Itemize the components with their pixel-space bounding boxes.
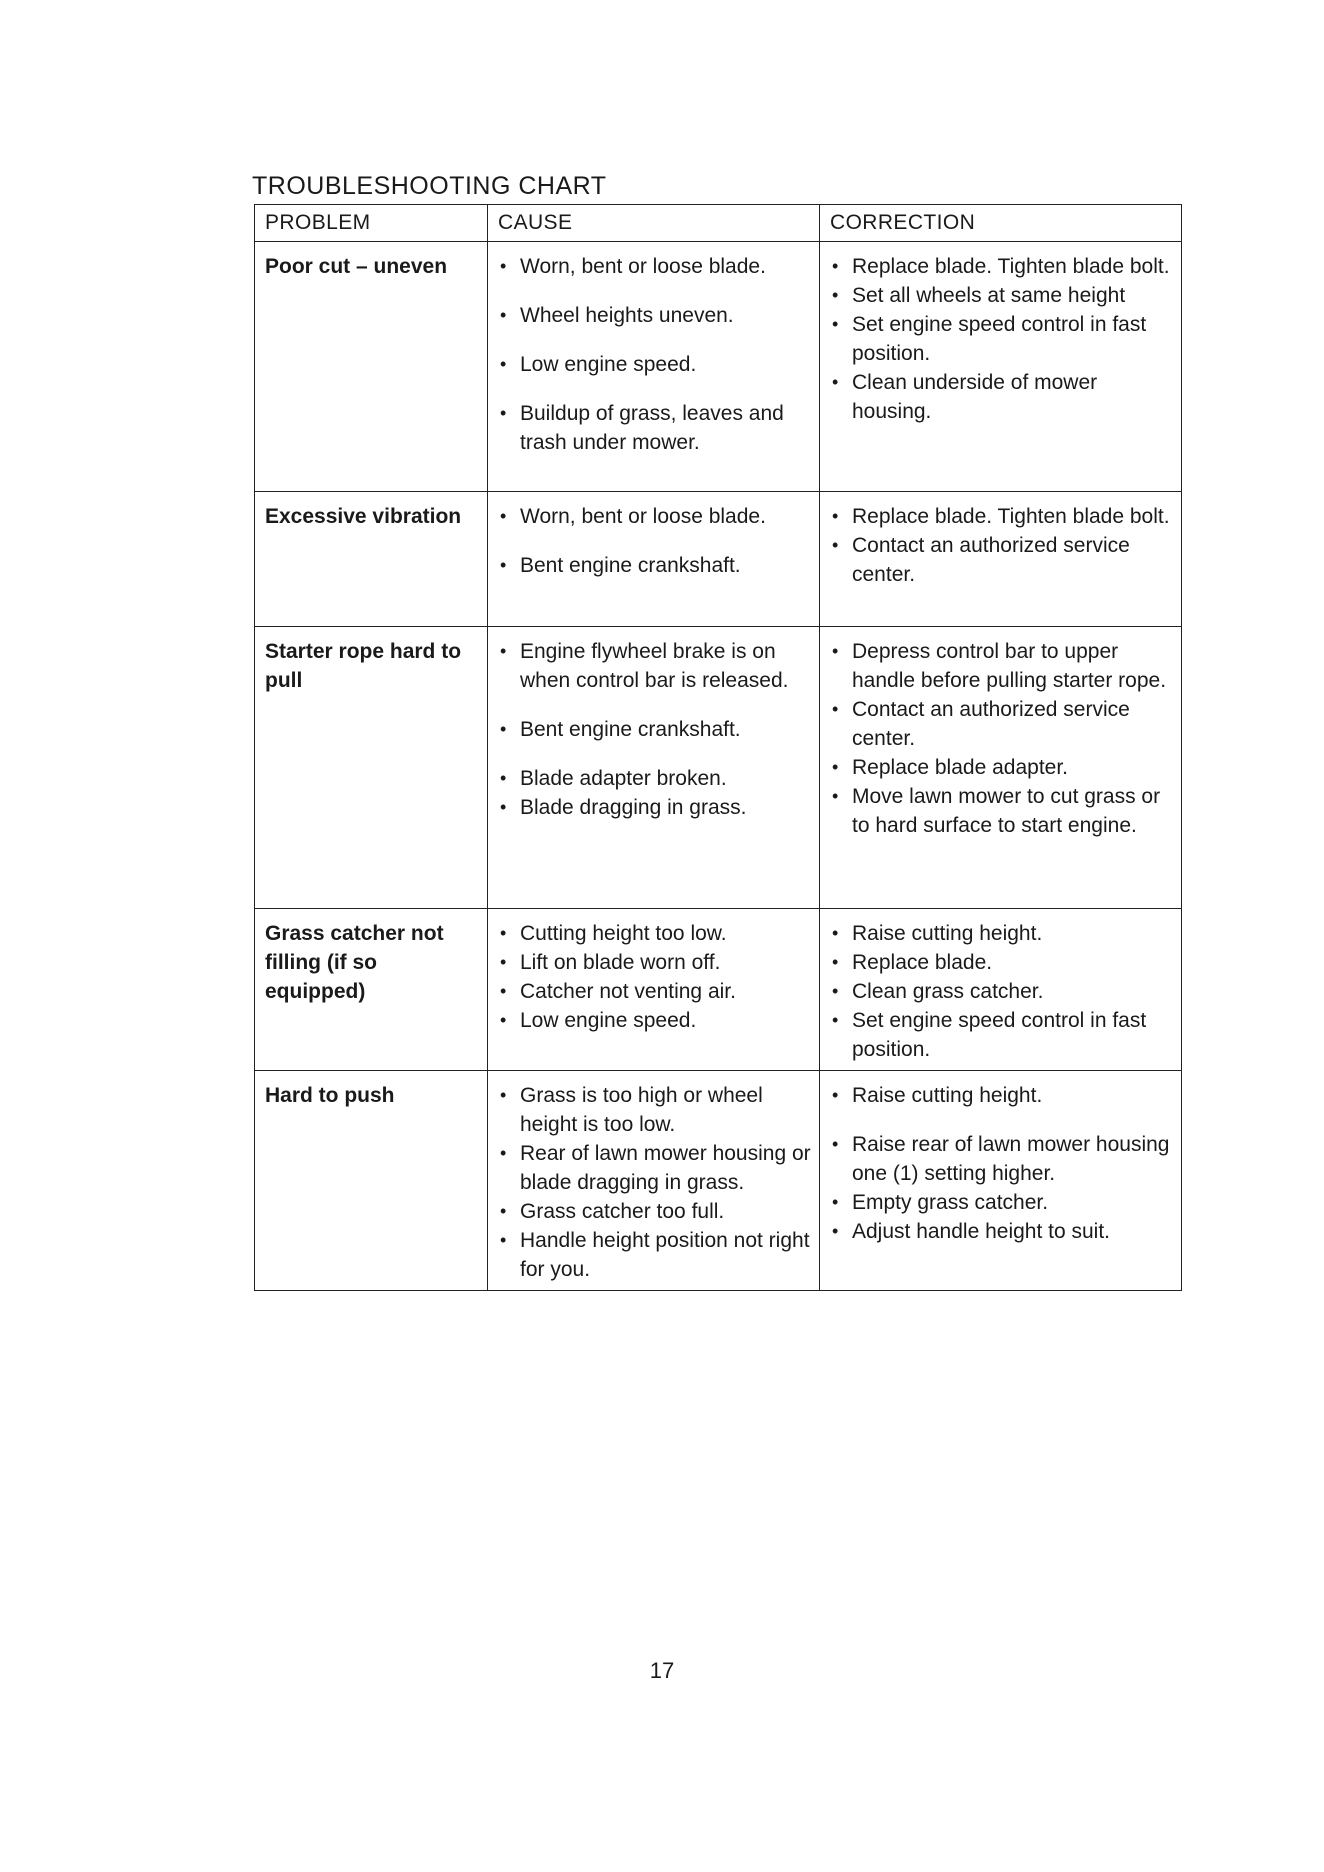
correction-text: Replace blade. bbox=[852, 951, 993, 974]
cause-text: Wheel heights uneven. bbox=[520, 304, 734, 327]
bullet-icon: • bbox=[500, 555, 507, 575]
table-header-row bbox=[255, 205, 1182, 242]
bullet-icon: • bbox=[500, 1143, 507, 1163]
correction-item bbox=[832, 919, 1173, 948]
correction-text: Contact an authorized service center. bbox=[852, 698, 1130, 750]
bullet-icon: • bbox=[500, 506, 507, 526]
correction-cell bbox=[820, 1071, 1182, 1291]
cause-item bbox=[500, 399, 811, 457]
cause-text: Cutting height too low. bbox=[520, 922, 727, 945]
bullet-icon: • bbox=[500, 1010, 507, 1030]
correction-item bbox=[832, 695, 1173, 753]
table-row bbox=[255, 909, 1182, 1071]
correction-item bbox=[832, 1081, 1173, 1110]
bullet-icon: • bbox=[832, 757, 839, 777]
correction-item bbox=[832, 310, 1173, 368]
table-row bbox=[255, 1071, 1182, 1291]
correction-cell bbox=[820, 492, 1182, 627]
correction-text: Replace blade. Tighten blade bolt. bbox=[852, 505, 1170, 528]
bullet-icon: • bbox=[500, 256, 507, 276]
bullet-icon: • bbox=[500, 719, 507, 739]
cause-cell bbox=[488, 492, 820, 627]
cause-item bbox=[500, 1081, 811, 1139]
bullet-icon: • bbox=[832, 786, 839, 806]
correction-item bbox=[832, 753, 1173, 782]
cause-list bbox=[488, 502, 819, 586]
cause-text: Blade dragging in grass. bbox=[520, 796, 747, 819]
correction-list bbox=[820, 1081, 1181, 1252]
cause-item bbox=[500, 301, 811, 330]
cause-item bbox=[500, 919, 811, 948]
cause-text: Buildup of grass, leaves and trash under mower. bbox=[520, 402, 784, 454]
cause-text: Low engine speed. bbox=[520, 1009, 697, 1032]
correction-item bbox=[832, 637, 1173, 695]
table-body bbox=[255, 242, 1182, 1291]
cause-text: Low engine speed. bbox=[520, 353, 697, 376]
bullet-icon: • bbox=[832, 372, 839, 392]
bullet-icon: • bbox=[832, 535, 839, 555]
correction-item bbox=[832, 368, 1173, 426]
bullet-icon: • bbox=[500, 1230, 507, 1250]
correction-list bbox=[820, 252, 1181, 432]
bullet-icon: • bbox=[832, 506, 839, 526]
bullet-icon: • bbox=[832, 641, 839, 661]
cause-cell bbox=[488, 1071, 820, 1291]
bullet-icon: • bbox=[832, 981, 839, 1001]
bullet-icon: • bbox=[832, 699, 839, 719]
bullet-icon: • bbox=[500, 1201, 507, 1221]
cause-text: Worn, bent or loose blade. bbox=[520, 255, 766, 278]
correction-item bbox=[832, 252, 1173, 281]
bullet-icon: • bbox=[832, 285, 839, 305]
table-row bbox=[255, 492, 1182, 627]
cause-list bbox=[488, 252, 819, 463]
correction-list bbox=[820, 919, 1181, 1070]
bullet-icon: • bbox=[500, 641, 507, 661]
header-cause: CAUSE bbox=[488, 205, 820, 242]
problem-cell: Hard to push bbox=[255, 1071, 488, 1291]
cause-text: Rear of lawn mower housing or blade dragging in grass. bbox=[520, 1142, 811, 1194]
bullet-icon: • bbox=[832, 952, 839, 972]
bullet-icon: • bbox=[832, 1221, 839, 1241]
correction-cell bbox=[820, 242, 1182, 492]
correction-text: Clean underside of mower housing. bbox=[852, 371, 1098, 423]
chart-title: TROUBLESHOOTING CHART bbox=[252, 172, 607, 200]
correction-text: Set engine speed control in fast position. bbox=[852, 313, 1147, 365]
cause-text: Lift on blade worn off. bbox=[520, 951, 721, 974]
correction-text: Depress control bar to upper handle before pulling starter rope. bbox=[852, 640, 1167, 692]
bullet-icon: • bbox=[832, 256, 839, 276]
table-row bbox=[255, 627, 1182, 909]
bullet-icon: • bbox=[500, 797, 507, 817]
correction-text: Replace blade. Tighten blade bolt. bbox=[852, 255, 1170, 278]
correction-list bbox=[820, 502, 1181, 595]
bullet-icon: • bbox=[500, 1085, 507, 1105]
cause-item bbox=[500, 1006, 811, 1035]
bullet-icon: • bbox=[500, 403, 507, 423]
header-correction: CORRECTION bbox=[820, 205, 1182, 242]
correction-item bbox=[832, 948, 1173, 977]
cause-list bbox=[488, 919, 819, 1041]
correction-item bbox=[832, 1130, 1173, 1188]
correction-text: Replace blade adapter. bbox=[852, 756, 1068, 779]
problem-cell: Grass catcher not filling (if so equipped) bbox=[255, 909, 488, 1071]
correction-text: Raise rear of lawn mower housing one (1) setting higher. bbox=[852, 1133, 1170, 1185]
cause-text: Blade adapter broken. bbox=[520, 767, 727, 790]
cause-text: Grass catcher too full. bbox=[520, 1200, 725, 1223]
cause-cell bbox=[488, 627, 820, 909]
correction-cell bbox=[820, 627, 1182, 909]
cause-item bbox=[500, 948, 811, 977]
correction-item bbox=[832, 531, 1173, 589]
correction-text: Set all wheels at same height bbox=[852, 284, 1126, 307]
page-number: 17 bbox=[649, 1658, 675, 1683]
bullet-icon: • bbox=[500, 923, 507, 943]
cause-list bbox=[488, 637, 819, 828]
problem-cell: Starter rope hard to pull bbox=[255, 627, 488, 909]
bullet-icon: • bbox=[500, 981, 507, 1001]
cause-item bbox=[500, 551, 811, 580]
correction-cell bbox=[820, 909, 1182, 1071]
cause-item bbox=[500, 1226, 811, 1284]
correction-text: Set engine speed control in fast position. bbox=[852, 1009, 1147, 1061]
bullet-icon: • bbox=[832, 1010, 839, 1030]
correction-text: Adjust handle height to suit. bbox=[852, 1220, 1111, 1243]
correction-text: Move lawn mower to cut grass or to hard surface to start engine. bbox=[852, 785, 1161, 837]
bullet-icon: • bbox=[832, 314, 839, 334]
correction-item bbox=[832, 1006, 1173, 1064]
cause-text: Worn, bent or loose blade. bbox=[520, 505, 766, 528]
correction-text: Contact an authorized service center. bbox=[852, 534, 1130, 586]
bullet-icon: • bbox=[500, 768, 507, 788]
cause-item bbox=[500, 793, 811, 822]
bullet-icon: • bbox=[832, 923, 839, 943]
correction-item bbox=[832, 1188, 1173, 1217]
cause-cell bbox=[488, 242, 820, 492]
bullet-icon: • bbox=[500, 354, 507, 374]
correction-item bbox=[832, 1217, 1173, 1246]
correction-item bbox=[832, 782, 1173, 840]
bullet-icon: • bbox=[832, 1134, 839, 1154]
problem-cell: Poor cut – uneven bbox=[255, 242, 488, 492]
bullet-icon: • bbox=[500, 952, 507, 972]
header-problem: PROBLEM bbox=[255, 205, 488, 242]
cause-item bbox=[500, 1197, 811, 1226]
correction-text: Raise cutting height. bbox=[852, 922, 1043, 945]
cause-item bbox=[500, 764, 811, 793]
cause-text: Catcher not venting air. bbox=[520, 980, 736, 1003]
bullet-icon: • bbox=[832, 1085, 839, 1105]
bullet-icon: • bbox=[500, 305, 507, 325]
cause-text: Grass is too high or wheel height is too low. bbox=[520, 1084, 763, 1136]
correction-item bbox=[832, 977, 1173, 1006]
cause-item bbox=[500, 1139, 811, 1197]
bullet-icon: • bbox=[832, 1192, 839, 1212]
correction-text: Clean grass catcher. bbox=[852, 980, 1044, 1003]
cause-cell bbox=[488, 909, 820, 1071]
cause-text: Bent engine crankshaft. bbox=[520, 554, 741, 577]
correction-text: Empty grass catcher. bbox=[852, 1191, 1049, 1214]
troubleshooting-table bbox=[254, 204, 1182, 1291]
cause-text: Handle height position not right for you. bbox=[520, 1229, 810, 1281]
cause-item bbox=[500, 252, 811, 281]
cause-item bbox=[500, 350, 811, 379]
table-row bbox=[255, 242, 1182, 492]
cause-item bbox=[500, 637, 811, 695]
correction-text: Raise cutting height. bbox=[852, 1084, 1043, 1107]
cause-list bbox=[488, 1081, 819, 1290]
cause-text: Engine flywheel brake is on when control bar is released. bbox=[520, 640, 789, 692]
cause-item bbox=[500, 502, 811, 531]
correction-item bbox=[832, 502, 1173, 531]
correction-list bbox=[820, 637, 1181, 846]
problem-cell: Excessive vibration bbox=[255, 492, 488, 627]
cause-item bbox=[500, 715, 811, 744]
cause-item bbox=[500, 977, 811, 1006]
correction-item bbox=[832, 281, 1173, 310]
cause-text: Bent engine crankshaft. bbox=[520, 718, 741, 741]
